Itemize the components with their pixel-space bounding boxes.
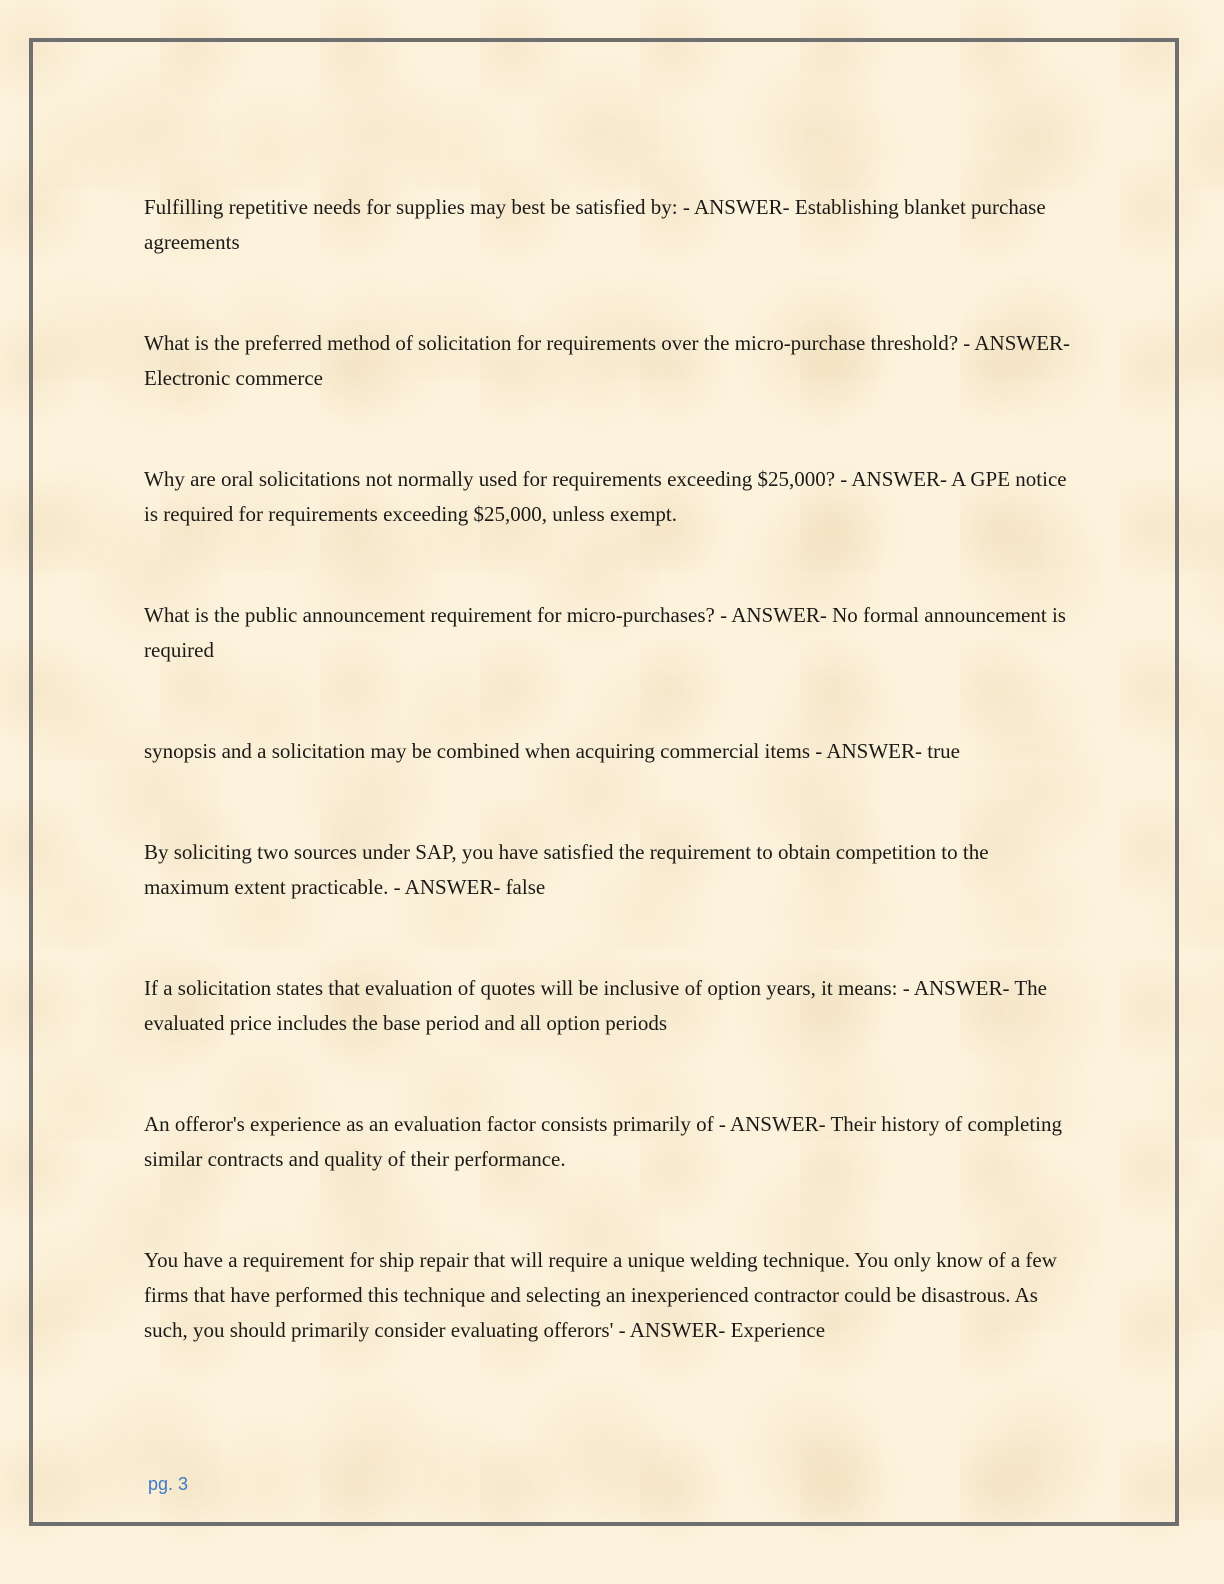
page-number: pg. 3 [148, 1474, 189, 1494]
qa-item-4: What is the public announcement requirement for micro-purchases? - ANSWER- No formal announcement is required [144, 603, 1066, 662]
qa-item-5: synopsis and a solicitation may be combined when acquiring commercial items - ANSWER- true [144, 739, 960, 763]
qa-item-1: Fulfilling repetitive needs for supplies may best be satisfied by: - ANSWER- Establishing blanket purchase agreements [144, 195, 1046, 254]
qa-item-3: Why are oral solicitations not normally used for requirements exceeding $25,000? - ANSWER- A GPE notice is required for requirements exceeding $25,000, unless exempt. [144, 467, 1067, 526]
qa-item-9: You have a requirement for ship repair that will require a unique welding technique. You only know of a few firms that have performed this technique and selecting an inexperienced contractor could be disastrous. As such, you should primarily consider evaluating offerors' - ANSWER- Experience [144, 1248, 1057, 1342]
qa-item-6: By soliciting two sources under SAP, you have satisfied the requirement to obtain competition to the maximum extent practicable. - ANSWER- false [144, 840, 989, 899]
qa-list [144, 190, 1074, 1348]
qa-item-2: What is the preferred method of solicitation for requirements over the micro-purchase threshold? - ANSWER- Electronic commerce [144, 331, 1071, 390]
qa-item-7: If a solicitation states that evaluation of quotes will be inclusive of option years, it means: - ANSWER- The evaluated price includes the base period and all option periods [144, 976, 1047, 1035]
qa-item-8: An offeror's experience as an evaluation factor consists primarily of - ANSWER- Their history of completing similar contracts and quality of their performance. [144, 1112, 1063, 1171]
